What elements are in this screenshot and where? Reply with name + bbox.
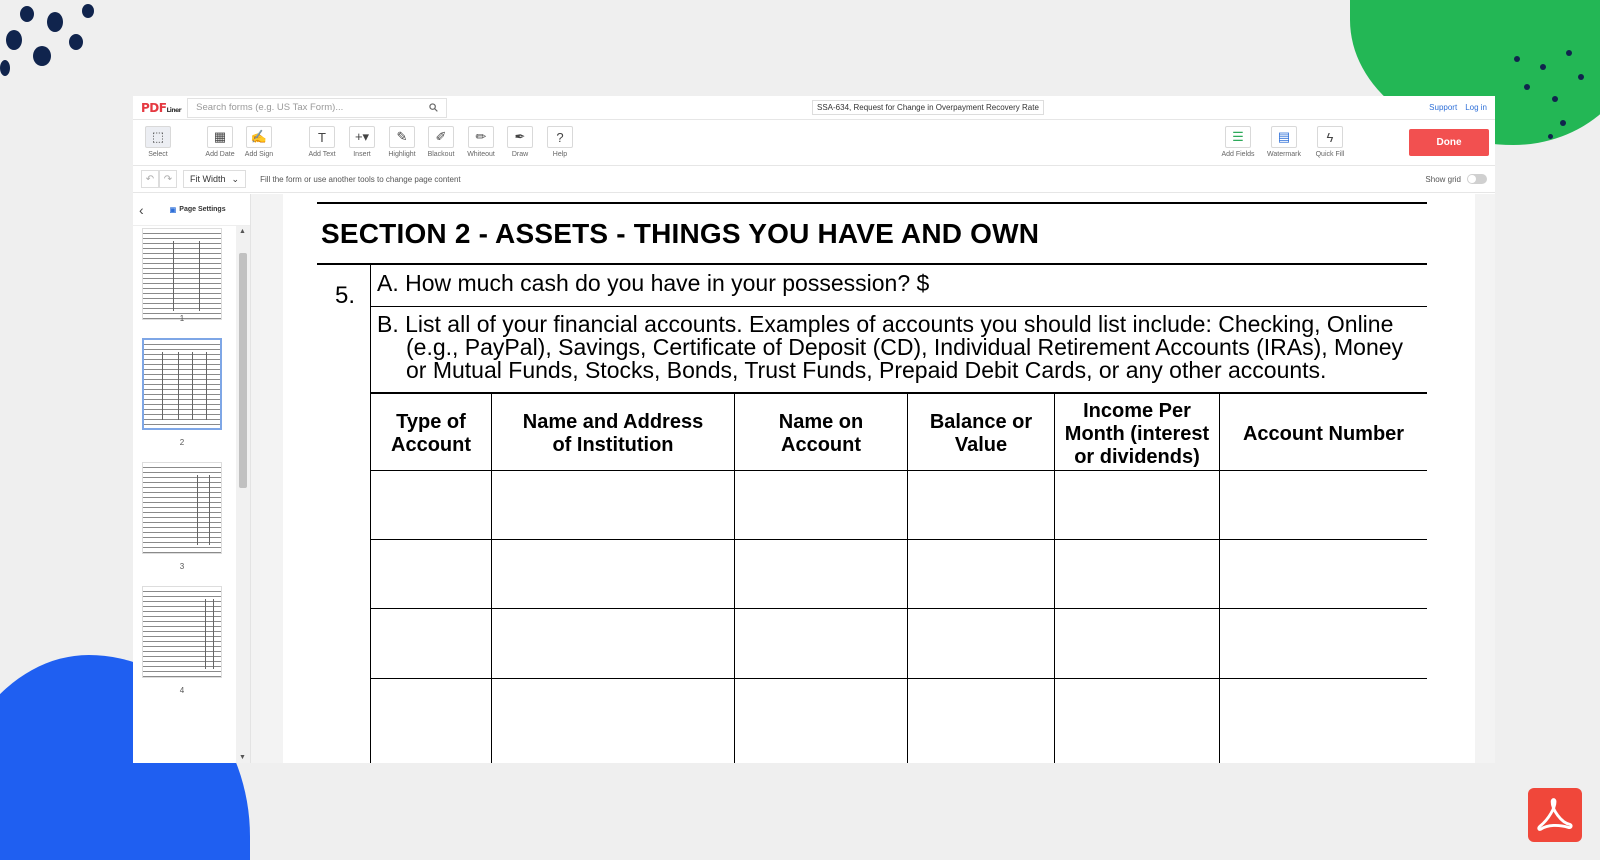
pen-icon: ✒ [507,126,533,148]
blackout-tool[interactable]: ✐ Blackout [420,126,462,158]
header-income-per-month: Income Per Month (interest or dividends) [1064,399,1210,468]
zoom-select[interactable] [183,170,246,188]
row-rule [370,678,1427,679]
help-tool[interactable]: ? Help [539,126,581,158]
add-sign-tool[interactable]: ✍ Add Sign [238,126,280,158]
document-page [283,194,1475,763]
page-number-1: 1 [179,314,185,323]
document-title: SSA-634, Request for Change in Overpayment Recovery Rate [812,100,1044,115]
header-balance-or-value: Balance or Value [929,411,1033,456]
header-name-on-account: Name on Account [778,411,864,456]
sub-toolbar [133,166,1495,193]
page-thumbnail-2[interactable] [142,338,222,430]
page-thumbnail-3[interactable] [142,462,222,554]
page-thumbnail-4[interactable] [142,586,222,678]
pdf-app-icon [1528,788,1582,842]
question-b-line: B. List all of your financial accounts. Examples of accounts you should list include: Checking, Online [377,311,1394,337]
question-icon: ? [547,126,573,148]
search-box [187,98,447,118]
page-sidebar [133,194,251,763]
show-grid-toggle[interactable] [1467,174,1487,184]
hint-text: Fill the form or use another tools to change page content [260,174,461,184]
page-thumbnail-1[interactable] [142,228,222,320]
undo-icon[interactable]: ↶ [141,170,159,188]
zoom-value: Fit Width [190,174,226,184]
page-number-4: 4 [179,686,185,695]
header-type-of-account: Type of Account [391,411,471,456]
sidebar-scrollbar[interactable] [236,226,250,763]
chevron-down-icon: ⌄ [231,173,240,184]
section-rule [317,263,1427,265]
login-link[interactable]: Log in [1465,103,1487,112]
insert-tool[interactable]: +▾ Insert [341,126,383,158]
lightning-icon: ϟ [1317,126,1343,148]
watermark-icon: ▤ [1271,126,1297,148]
page-number-3: 3 [179,562,185,571]
draw-tool[interactable]: ✒ Draw [499,126,541,158]
blackout-icon: ✐ [428,126,454,148]
question-a[interactable]: A. How much cash do you have in your possession? $ [377,270,930,296]
redo-icon[interactable]: ↷ [159,170,177,188]
scroll-up-icon[interactable]: ▲ [239,228,246,235]
scroll-down-icon[interactable]: ▼ [239,754,246,761]
add-text-tool[interactable]: T Add Text [301,126,343,158]
settings-icon: ▣ [169,206,177,214]
header-name-address-institution: Name and Address of Institution [522,411,704,456]
support-link[interactable]: Support [1429,103,1458,112]
show-grid-label: Show grid [1425,174,1461,184]
page-settings-button[interactable]: ▣ Page Settings [169,206,226,214]
calendar-icon: ▦ [207,126,233,148]
eraser-icon: ✏ [468,126,494,148]
app-window [133,96,1495,763]
page-number-2: 2 [179,438,185,447]
row-rule [370,608,1427,609]
question-b [377,313,1437,382]
question-number: 5. [335,282,356,309]
top-rule [317,202,1427,204]
whiteout-tool[interactable]: ✏ Whiteout [460,126,502,158]
cursor-icon: ⬚ [145,126,171,148]
question-b-line: or Mutual Funds, Stocks, Bonds, Trust Funds, Prepaid Debit Cards, or any other accounts. [406,357,1327,383]
row-rule [370,539,1427,540]
toolbar [133,120,1495,166]
watermark-tool[interactable]: ▤ Watermark [1263,126,1305,158]
quick-fill-tool[interactable]: ϟ Quick Fill [1309,126,1351,158]
question-b-line: (e.g., PayPal), Savings, Certificate of Deposit (CD), Individual Retirement Accounts (IRAs), Money [406,334,1404,360]
pdfliner-logo[interactable]: PDFLiner [141,100,182,115]
search-icon[interactable] [429,103,438,112]
plus-icon: +▾ [349,126,375,148]
select-tool[interactable]: ⬚ Select [137,126,179,158]
acrobat-icon [1536,796,1574,834]
header-account-number: Account Number [1242,422,1405,445]
search-input[interactable] [196,102,429,113]
highlighter-icon: ✎ [389,126,415,148]
top-bar [133,96,1495,120]
section-title: SECTION 2 - ASSETS - THINGS YOU HAVE AND OWN [321,218,1040,249]
highlight-tool[interactable]: ✎ Highlight [381,126,423,158]
add-date-tool[interactable]: ▦ Add Date [199,126,241,158]
table-left-border [370,263,371,763]
chevron-left-icon[interactable]: ‹ [139,201,144,218]
done-button[interactable]: Done [1409,129,1489,156]
text-icon: T [309,126,335,148]
signature-icon: ✍ [246,126,272,148]
scrollbar-thumb[interactable] [239,253,247,488]
rule [370,306,1427,307]
add-fields-tool[interactable]: ☰ Add Fields [1217,126,1259,158]
fields-icon: ☰ [1225,126,1251,148]
document-canvas [251,194,1495,763]
